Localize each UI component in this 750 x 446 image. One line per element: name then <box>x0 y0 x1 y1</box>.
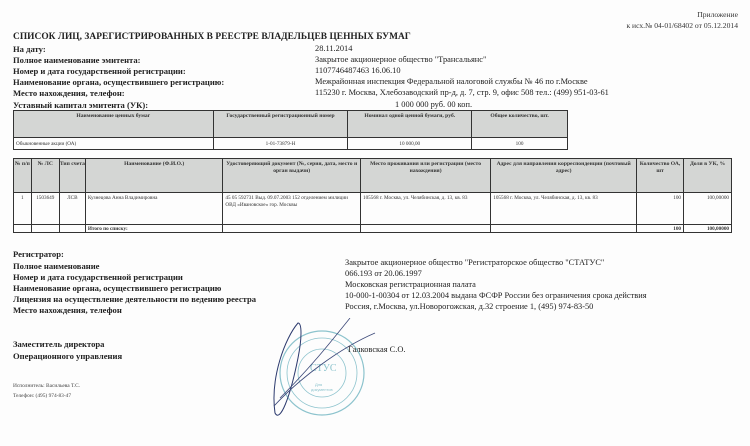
stamp-signature-icon <box>260 318 380 423</box>
share-percent: 100,00000 <box>684 193 732 225</box>
table-row <box>14 138 568 150</box>
col-id-document: Удостоверяющий документ (№, серия, дата, место и орган выдачи) <box>223 159 361 193</box>
col-security-name: Наименование ценных бумаг <box>14 111 214 138</box>
col-reg-number: Государственный регистрационный номер <box>213 111 348 138</box>
col-residence: Место проживания или регистрации (место нахождения) <box>360 159 490 193</box>
account-type: ЛСВ <box>59 193 85 225</box>
total-qty: 100 <box>637 225 684 233</box>
registrar-license-label: Лицензия на осуществление деятельности по ведению реестра <box>13 294 257 304</box>
account-number: 1503649 <box>31 193 59 225</box>
residence-address: 105568 г. Москва, ул. Челябинская, д. 13, кв. 83 <box>360 193 490 225</box>
col-total-qty: Общее количество, шт. <box>472 111 568 138</box>
share-qty: 100 <box>637 193 684 225</box>
nominal-value: 10 000,00 <box>348 138 472 150</box>
signer-name: Галковская С.О. <box>348 345 406 354</box>
issuer-address-label: Место нахождения, телефон: <box>13 88 125 98</box>
issuer-name-label: Полное наименование эмитента: <box>13 55 141 65</box>
appendix-outgoing-number: к исх.№ 04-01/68402 от 05.12.2014 <box>626 21 738 30</box>
security-name: Обыкновенные акции (ОА) <box>14 138 214 150</box>
appendix-label: Приложение <box>697 10 738 19</box>
total-qty: 100 <box>472 138 568 150</box>
total-share: 100,00000 <box>684 225 732 233</box>
col-index: № п/п <box>14 159 32 193</box>
issuer-authority-value: Межрайонная инспекция Федеральной налоговой службы № 46 по г.Москве <box>315 77 588 86</box>
postal-address: 105568 г. Москва, ул. Челябинская, д. 13, кв. 83 <box>491 193 637 225</box>
capital-value: 1 000 000 руб. 00 коп. <box>395 100 473 109</box>
registrar-name-label: Полное наименование <box>13 261 100 271</box>
issuer-reg-value: 1107746487463 16.06.10 <box>315 66 401 75</box>
appendix-reference <box>626 9 738 31</box>
issuer-address-value: 115230 г. Москва, Хлебозаводский пр-д, д. 7, стр. 9, офис 508 тел.: (499) 951-03-61 <box>315 88 609 97</box>
col-owner-name: Наименование (Ф.И.О.) <box>85 159 223 193</box>
registrar-name-value: Закрытое акционерное общество "Регистраторское общество "СТАТУС" <box>345 258 605 267</box>
owners-table <box>13 158 732 233</box>
row-index: 1 <box>14 193 32 225</box>
reg-number: 1-01-73879-Н <box>213 138 348 150</box>
svg-text:СТУС: СТУС <box>310 363 337 374</box>
total-row <box>14 225 732 233</box>
registrar-authority-value: Московская регистрационная палата <box>345 280 476 289</box>
col-share-percent: Доля в УК, % <box>684 159 732 193</box>
col-postal-address: Адрес для направления корреспонденции (почтовый адрес) <box>491 159 637 193</box>
svg-text:Для: Для <box>315 382 323 387</box>
issuer-reg-label: Номер и дата государственной регистрации: <box>13 66 186 76</box>
registrar-address-value: Россия, г.Москва, ул.Новорогожская, д.32 строение 1, (495) 974-83-50 <box>345 302 594 311</box>
date-label: На дату: <box>13 44 46 54</box>
col-account-number: № ЛС <box>31 159 59 193</box>
owner-name: Кузнецова Анна Владимировна <box>85 193 223 225</box>
executor-name: Исполнитель: Васильева Т.С. <box>13 383 81 389</box>
col-share-qty: Количество ОА, шт <box>637 159 684 193</box>
registrar-reg-value: 066.193 от 20.06.1997 <box>345 269 422 278</box>
total-label: Итого по списку: <box>85 225 223 233</box>
executor-phone: Телефон: (495) 974-83-47 <box>13 393 72 399</box>
registrar-license-value: 10-000-1-00304 от 12.03.2004 выдана ФСФР России без ограничения срока действия <box>345 291 647 300</box>
col-nominal: Номинал одной ценной бумаги, руб. <box>348 111 472 138</box>
date-value: 28.11.2014 <box>315 44 353 53</box>
svg-text:документов: документов <box>311 387 333 392</box>
registrar-reg-label: Номер и дата государственной регистрации <box>13 272 183 282</box>
signer-position-line2: Операционного управления <box>13 351 123 361</box>
registrar-address-label: Место нахождения, телефон <box>13 305 122 315</box>
signer-position-line1: Заместитель директора <box>13 339 105 349</box>
id-document: 45 05 592731 Выд. 09.07.2003 152 отделением милиции ОВД «Ивановское» гор. Москвы <box>223 193 361 225</box>
securities-table <box>13 110 568 150</box>
capital-label: Уставный капитал эмитента (УК): <box>13 100 149 110</box>
col-account-type: Тип счета <box>59 159 85 193</box>
issuer-authority-label: Наименование органа, осуществившего регистрацию: <box>13 77 225 87</box>
document-title: СПИСОК ЛИЦ, ЗАРЕГИСТРИРОВАННЫХ В РЕЕСТРЕ ВЛАДЕЛЬЦЕВ ЦЕННЫХ БУМАГ <box>13 32 411 42</box>
registrar-authority-label: Наименование органа, осуществившего регистрацию <box>13 283 222 293</box>
issuer-name-value: Закрытое акционерное общество "Трансальянс" <box>315 55 487 64</box>
registrar-heading: Регистратор: <box>13 249 64 259</box>
table-row <box>14 193 732 225</box>
